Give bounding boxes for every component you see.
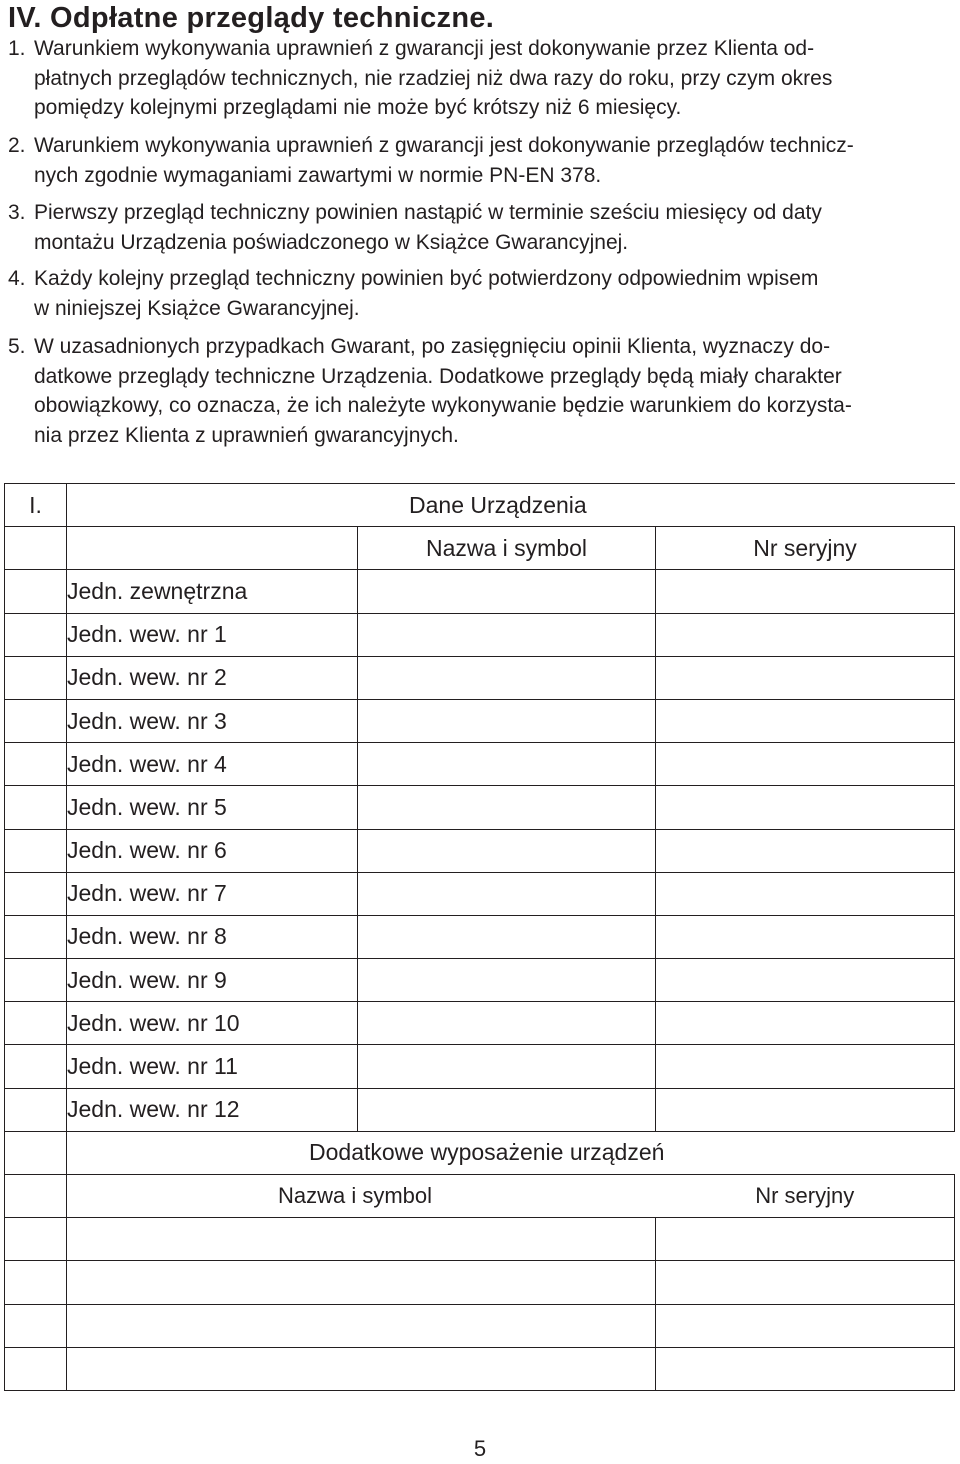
extra-equipment-row: [5, 1304, 955, 1347]
name-symbol-cell[interactable]: [358, 915, 656, 958]
blank-cell: [67, 527, 358, 570]
blank-cell: [5, 1002, 67, 1045]
name-symbol-cell[interactable]: [358, 570, 656, 613]
blank-cell: [5, 1045, 67, 1088]
table-row: [5, 699, 955, 742]
extra-name-symbol-cell[interactable]: [67, 1347, 656, 1390]
paragraph-line: Warunkiem wykonywania uprawnień z gwarancji jest dokonywanie przeglądów technicz-: [34, 134, 854, 157]
blank-cell: [5, 1304, 67, 1347]
blank-cell: [5, 570, 67, 613]
extra-title-row: [5, 1131, 955, 1174]
name-symbol-cell[interactable]: [358, 786, 656, 829]
unit-label: Jedn. wew. nr 3: [67, 699, 358, 742]
name-symbol-cell[interactable]: [358, 829, 656, 872]
name-symbol-cell[interactable]: [358, 872, 656, 915]
device-data-table: [4, 483, 955, 1391]
table-title-row: [5, 484, 955, 527]
table-row: [5, 613, 955, 656]
table-row: [5, 570, 955, 613]
table-row: [5, 829, 955, 872]
extra-serial-number-cell[interactable]: [656, 1261, 955, 1304]
blank-cell: [5, 1175, 67, 1218]
name-symbol-cell[interactable]: [358, 743, 656, 786]
unit-label: Jedn. wew. nr 5: [67, 786, 358, 829]
paragraph-number: 2.: [8, 134, 26, 157]
extra-header-row: [5, 1175, 955, 1218]
blank-cell: [5, 1347, 67, 1390]
unit-label: Jedn. wew. nr 11: [67, 1045, 358, 1088]
paragraph-number: 1.: [8, 37, 26, 60]
paragraph-line: montażu Urządzenia poświadczonego w Książce Gwarancyjnej.: [34, 230, 629, 254]
serial-number-cell[interactable]: [656, 570, 955, 613]
name-symbol-cell[interactable]: [358, 1045, 656, 1088]
table-row: [5, 656, 955, 699]
paragraph-4: [8, 264, 952, 323]
unit-label: Jedn. wew. nr 1: [67, 613, 358, 656]
paragraph-number: 4.: [8, 267, 26, 290]
table-row: [5, 786, 955, 829]
name-symbol-cell[interactable]: [358, 613, 656, 656]
unit-label: Jedn. wew. nr 10: [67, 1002, 358, 1045]
extra-equipment-title: Dodatkowe wyposażenie urządzeń: [67, 1131, 955, 1174]
paragraph-line: Warunkiem wykonywania uprawnień z gwarancji jest dokonywanie przez Klienta od-: [34, 37, 815, 60]
serial-number-cell[interactable]: [656, 915, 955, 958]
extra-serial-number-cell[interactable]: [656, 1347, 955, 1390]
extra-serial-number-cell[interactable]: [656, 1304, 955, 1347]
extra-name-symbol-cell[interactable]: [67, 1304, 656, 1347]
table-row: [5, 959, 955, 1002]
unit-label: Jedn. wew. nr 2: [67, 656, 358, 699]
paragraph-line: datkowe przeglądy techniczne Urządzenia. Dodatkowe przeglądy będą miały charakter: [34, 364, 842, 388]
column-header-serial: Nr seryjny: [656, 527, 955, 570]
blank-cell: [5, 872, 67, 915]
table-row: [5, 915, 955, 958]
unit-label: Jedn. wew. nr 7: [67, 872, 358, 915]
section-number-cell: I.: [5, 484, 67, 527]
paragraph-line: Każdy kolejny przegląd techniczny powinien być potwierdzony odpowiednim wpisem: [34, 267, 819, 290]
paragraph-line: obowiązkowy, co oznacza, że ich należyte wykonywanie będzie warunkiem do korzysta-: [34, 394, 852, 417]
serial-number-cell[interactable]: [656, 613, 955, 656]
extra-name-symbol-cell[interactable]: [67, 1261, 656, 1304]
section-heading: IV. Odpłatne przeglądy techniczne.: [8, 2, 495, 34]
paragraph-line: nia przez Klienta z uprawnień gwarancyjnych.: [34, 423, 459, 447]
blank-cell: [5, 1088, 67, 1131]
extra-serial-number-cell[interactable]: [656, 1218, 955, 1261]
page-number: 5: [473, 1436, 487, 1461]
serial-number-cell[interactable]: [656, 786, 955, 829]
unit-label: Jedn. wew. nr 12: [67, 1088, 358, 1131]
name-symbol-cell[interactable]: [358, 656, 656, 699]
blank-cell: [5, 829, 67, 872]
paragraph-line: płatnych przeglądów technicznych, nie rzadziej niż dwa razy do roku, przy czym okres: [34, 66, 833, 90]
table-row: [5, 1088, 955, 1131]
extra-equipment-row: [5, 1261, 955, 1304]
extra-column-header-serial: Nr seryjny: [656, 1175, 955, 1218]
paragraph-1: [8, 34, 952, 123]
name-symbol-cell[interactable]: [358, 1088, 656, 1131]
table-row: [5, 872, 955, 915]
blank-cell: [5, 699, 67, 742]
unit-label: Jedn. wew. nr 9: [67, 959, 358, 1002]
paragraph-3: [8, 198, 952, 257]
table-row: [5, 743, 955, 786]
serial-number-cell[interactable]: [656, 656, 955, 699]
blank-cell: [5, 915, 67, 958]
paragraph-5: [8, 332, 952, 450]
serial-number-cell[interactable]: [656, 959, 955, 1002]
paragraph-line: pomiędzy kolejnymi przeglądami nie może być krótszy niż 6 miesięcy.: [34, 96, 682, 119]
extra-column-header-name: Nazwa i symbol: [67, 1175, 656, 1218]
name-symbol-cell[interactable]: [358, 699, 656, 742]
extra-equipment-row: [5, 1347, 955, 1390]
blank-cell: [5, 786, 67, 829]
unit-label: Jedn. zewnętrzna: [67, 570, 358, 613]
table-row: [5, 1045, 955, 1088]
serial-number-cell[interactable]: [656, 872, 955, 915]
table-title: Dane Urządzenia: [67, 484, 955, 527]
serial-number-cell[interactable]: [656, 829, 955, 872]
name-symbol-cell[interactable]: [358, 959, 656, 1002]
blank-cell: [5, 1131, 67, 1174]
serial-number-cell[interactable]: [656, 699, 955, 742]
serial-number-cell[interactable]: [656, 1002, 955, 1045]
table-header-row: [5, 527, 955, 570]
extra-equipment-row: [5, 1218, 955, 1261]
blank-cell: [5, 959, 67, 1002]
unit-label: Jedn. wew. nr 4: [67, 743, 358, 786]
name-symbol-cell[interactable]: [358, 1002, 656, 1045]
paragraph-line: Pierwszy przegląd techniczny powinien nastąpić w terminie sześciu miesięcy od daty: [34, 201, 822, 224]
extra-name-symbol-cell[interactable]: [67, 1218, 656, 1261]
blank-cell: [5, 1261, 67, 1304]
serial-number-cell[interactable]: [656, 1088, 955, 1131]
table-row: [5, 1002, 955, 1045]
blank-cell: [5, 656, 67, 699]
paragraph-number: 5.: [8, 335, 26, 358]
paragraph-2: [8, 131, 952, 190]
blank-cell: [5, 1218, 67, 1261]
paragraph-line: w niniejszej Książce Gwarancyjnej.: [34, 296, 360, 320]
paragraph-line: nych zgodnie wymaganiami zawartymi w normie PN-EN 378.: [34, 163, 602, 187]
paragraph-line: W uzasadnionych przypadkach Gwarant, po zasięgnięciu opinii Klienta, wyznaczy do-: [34, 335, 831, 358]
blank-cell: [5, 527, 67, 570]
paragraph-number: 3.: [8, 201, 26, 224]
serial-number-cell[interactable]: [656, 1045, 955, 1088]
unit-label: Jedn. wew. nr 8: [67, 915, 358, 958]
unit-label: Jedn. wew. nr 6: [67, 829, 358, 872]
serial-number-cell[interactable]: [656, 743, 955, 786]
blank-cell: [5, 743, 67, 786]
column-header-name: Nazwa i symbol: [358, 527, 656, 570]
blank-cell: [5, 613, 67, 656]
